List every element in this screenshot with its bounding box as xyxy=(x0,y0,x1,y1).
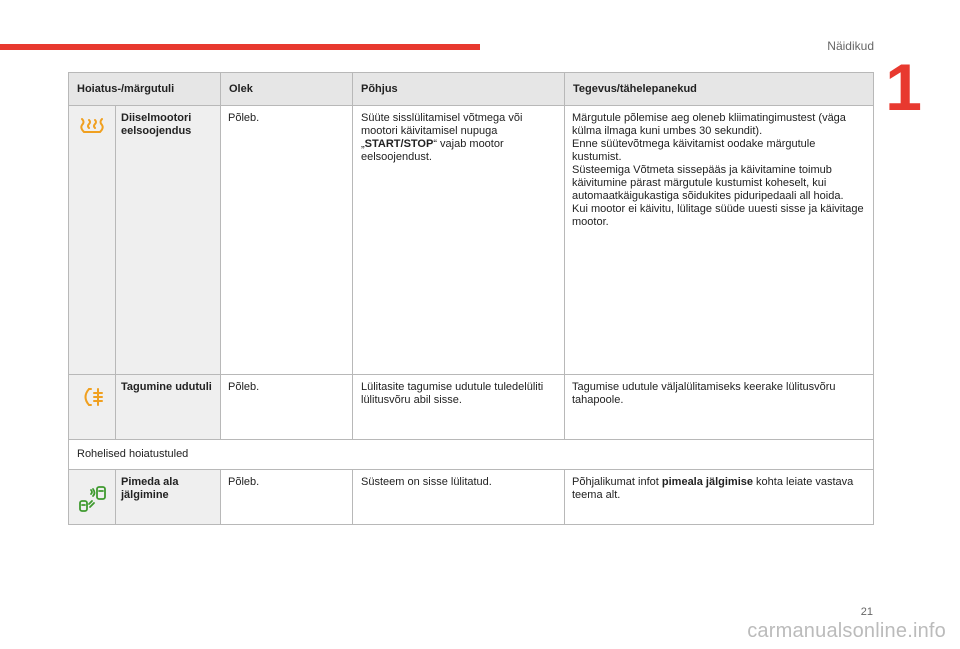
section-title: Näidikud xyxy=(827,39,874,53)
header-accent-bar xyxy=(0,44,480,50)
group-label: Rohelised hoiatustuled xyxy=(69,440,874,470)
icon-cell xyxy=(69,106,116,375)
watermark: carmanualsonline.info xyxy=(747,620,946,642)
light-action: Põhjalikumat infot pimeala jälgimise kohta leiate vastava teema alt. xyxy=(565,470,874,525)
light-name: Tagumine udutuli xyxy=(116,375,221,440)
table-row xyxy=(69,106,874,375)
group-label-row xyxy=(69,440,874,470)
light-cause: Süüte sisslülitamisel võtmega või mootori käivitamisel nupuga „START/STOP“ vajab mootor eelsoojendust. xyxy=(353,106,565,375)
page-number: 21 xyxy=(860,606,873,618)
night-vision-icon xyxy=(76,484,108,514)
glow-plug-icon xyxy=(79,117,105,135)
light-state: Põleb. xyxy=(221,375,353,440)
light-cause: Lülitasite tagumise udutule tuledelüliti lülitusvõru abil sisse. xyxy=(353,375,565,440)
rear-fog-light-icon xyxy=(80,387,104,407)
header-cell-action: Tegevus/tähelepanekud xyxy=(565,73,874,106)
light-action: Märgutule põlemise aeg oleneb kliimatingimustest (väga külma ilmaga kuni umbes 30 sekundit). Enne süütevõtmega käivitamist oodake märgutule kustumist. Süsteemiga Võtmeta sissepääs ja käivitamine toimub käivitumine pärast märgutule kustumist koheselt, kui automaatkäigukastiga sõidukites piduripedaali all hoida. Kui mootor ei käivitu, lülitage süüde uuesti sisse ja käivitage mootor. xyxy=(565,106,874,375)
light-cause: Süsteem on sisse lülitatud. xyxy=(353,470,565,525)
table-row xyxy=(69,375,874,440)
header-cell-cause: Põhjus xyxy=(353,73,565,106)
chapter-number: 1 xyxy=(885,50,922,124)
table-header-row xyxy=(69,73,874,106)
warning-lights-table xyxy=(68,72,874,525)
light-state: Põleb. xyxy=(221,106,353,375)
light-name: Diiselmootori eelsoojendus xyxy=(116,106,221,375)
header-cell-state: Olek xyxy=(221,73,353,106)
light-action: Tagumise udutule väljalülitamiseks keerake lülitusvõru tahapoole. xyxy=(565,375,874,440)
light-state: Põleb. xyxy=(221,470,353,525)
icon-cell xyxy=(69,470,116,525)
table-row xyxy=(69,470,874,525)
header-cell-light: Hoiatus-/märgutuli xyxy=(69,73,221,106)
light-name: Pimeda ala jälgimine xyxy=(116,470,221,525)
icon-cell xyxy=(69,375,116,440)
